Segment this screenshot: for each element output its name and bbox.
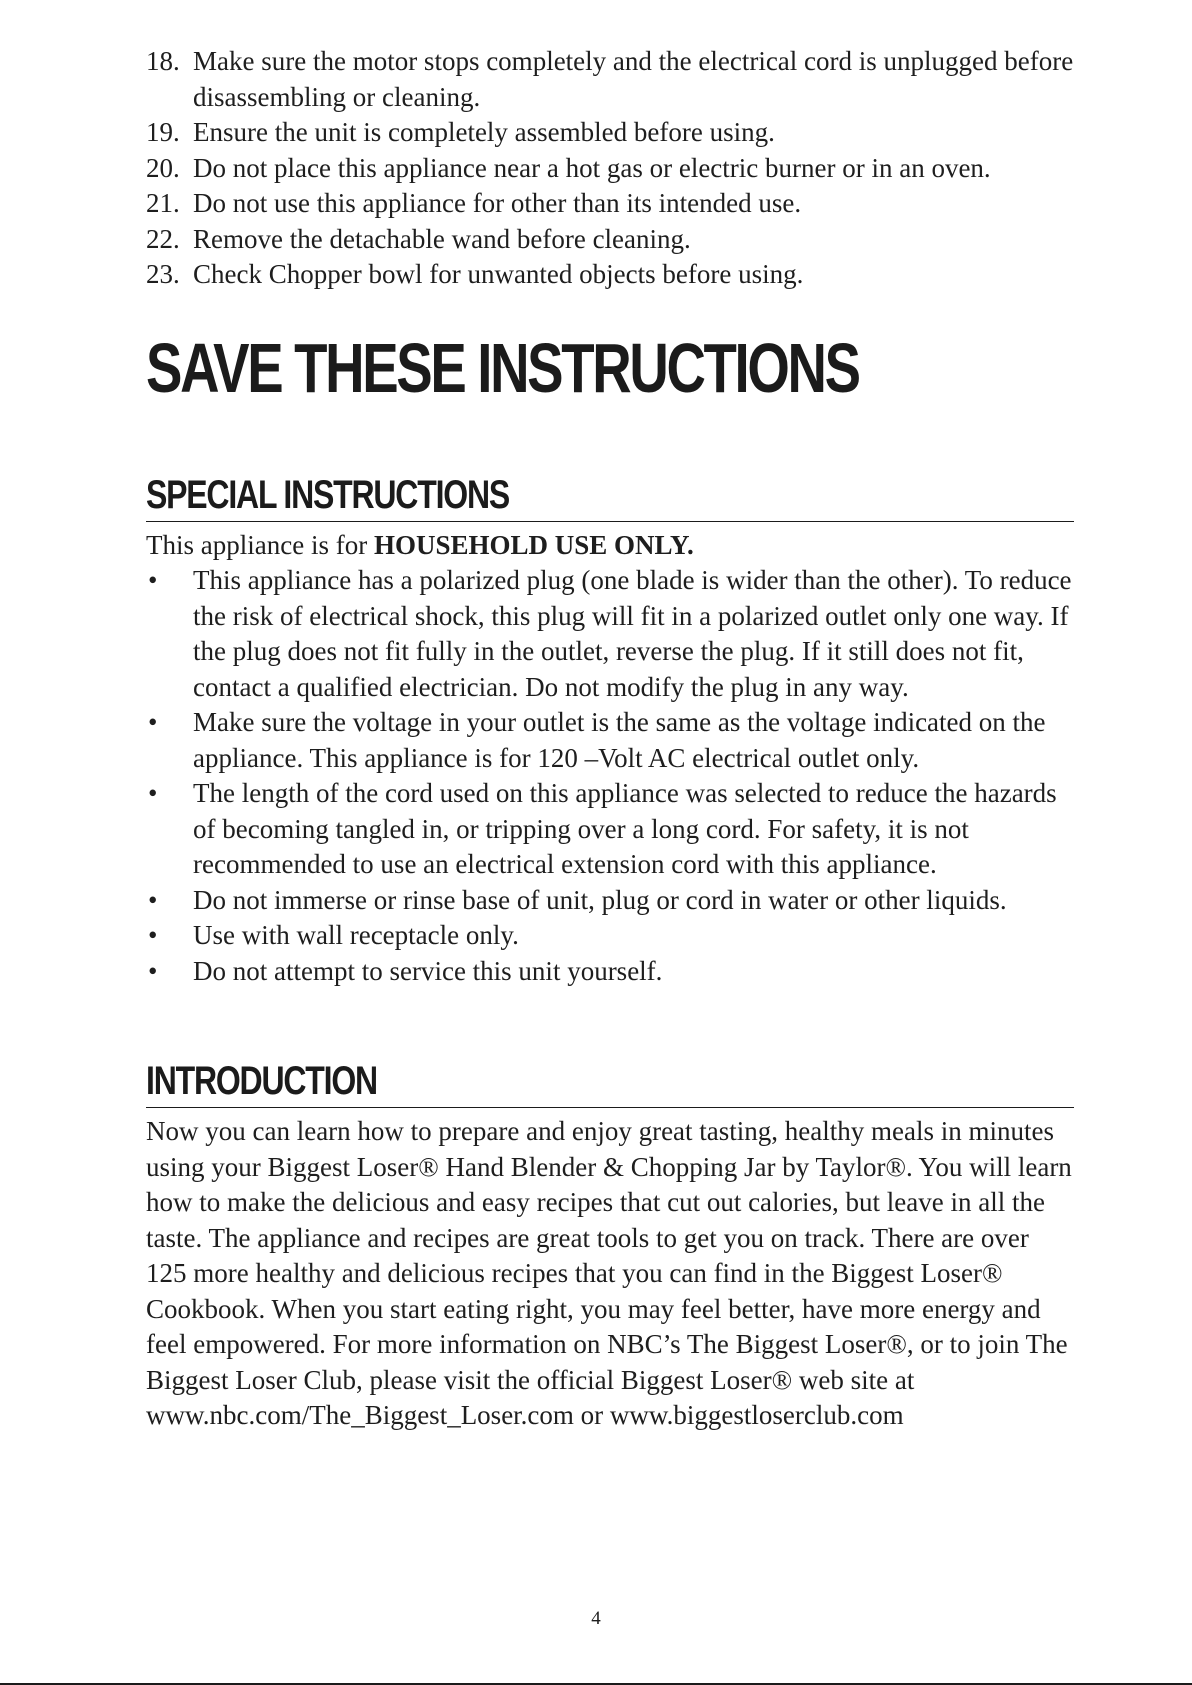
list-item xyxy=(146,151,1074,187)
bullet-text: Make sure the voltage in your outlet is the same as the voltage indicated on the appliance. This appliance is for 120 –Volt AC electrical outlet only. xyxy=(193,707,1046,773)
safety-numbered-list xyxy=(146,44,1074,293)
bullet-text: Do not immerse or rinse base of unit, plug or cord in water or other liquids. xyxy=(193,884,1007,915)
household-lead: This appliance is for xyxy=(146,529,374,560)
list-item xyxy=(146,222,1074,258)
special-instructions-heading: SPECIAL INSTRUCTIONS xyxy=(146,472,509,517)
bullet-text: The length of the cord used on this appliance was selected to reduce the hazards of becoming tangled in, or tripping over a long cord. For safety, it is not recommended to use an electrical extension cord with this appliance. xyxy=(193,778,1057,879)
item-number: 18. xyxy=(146,46,180,76)
bullet-icon: • xyxy=(148,955,158,986)
heading-divider xyxy=(146,1107,1074,1108)
list-item xyxy=(146,776,1074,883)
bullet-icon: • xyxy=(148,707,158,737)
save-instructions-title: SAVE THESE INSTRUCTIONS xyxy=(146,328,859,407)
list-item xyxy=(146,705,1074,776)
item-text: Check Chopper bowl for unwanted objects before using. xyxy=(193,259,804,289)
item-text: Make sure the motor stops completely and the electrical cord is unplugged before disassembling or cleaning. xyxy=(193,46,1074,112)
list-item xyxy=(146,563,1074,705)
bullet-text: Use with wall receptacle only. xyxy=(193,920,519,950)
household-use-emphasis: HOUSEHOLD USE ONLY. xyxy=(373,529,694,560)
special-instructions-list xyxy=(146,563,1074,989)
list-item xyxy=(146,257,1074,293)
list-item xyxy=(146,44,1074,115)
item-text: Do not use this appliance for other than its intended use. xyxy=(193,188,802,218)
introduction-heading: INTRODUCTION xyxy=(146,1059,377,1103)
heading-divider xyxy=(146,521,1074,522)
item-number: 22. xyxy=(146,223,180,254)
introduction-paragraph: Now you can learn how to prepare and enjoy great tasting, healthy meals in minutes using your Biggest Loser® Hand Blender & Chopping Jar by Taylor®. You will learn how to make the delicious and easy recipes that cut out calories, but leave in all the taste. The appliance and recipes are great tools to get you on track. There are over 125 more healthy and delicious recipes that you can find in the Biggest Loser® Cookbook. When you start eating right, you may feel better, have more energy and feel empowered. For more information on NBC’s The Biggest Loser®, or to join The Biggest Loser Club, please visit the official Biggest Loser® web site at www.nbc.com/The_Biggest_Loser.com or www.biggestloserclub.com xyxy=(146,1116,1072,1430)
list-item xyxy=(146,883,1074,919)
introduction-section xyxy=(146,1058,1074,1434)
manual-page xyxy=(146,44,1074,1434)
bullet-text: Do not attempt to service this unit yourself. xyxy=(193,955,663,986)
bullet-icon: • xyxy=(148,778,158,808)
page-number: 4 xyxy=(591,1608,601,1629)
special-instructions-section xyxy=(146,472,1074,990)
item-number: 23. xyxy=(146,259,180,289)
item-text: Ensure the unit is completely assembled before using. xyxy=(193,117,775,147)
household-use-line xyxy=(146,528,1074,564)
item-number: 20. xyxy=(146,152,180,183)
bullet-icon: • xyxy=(148,565,158,595)
item-number: 19. xyxy=(146,117,180,147)
list-item xyxy=(146,918,1074,954)
list-item xyxy=(146,954,1074,990)
list-item xyxy=(146,115,1074,151)
item-text: Remove the detachable wand before cleaning. xyxy=(193,223,691,254)
bullet-icon: • xyxy=(148,920,158,950)
item-text: Do not place this appliance near a hot gas or electric burner or in an oven. xyxy=(193,152,991,183)
bullet-text: This appliance has a polarized plug (one blade is wider than the other). To reduce the risk of electrical shock, this plug will fit in a polarized outlet only one way. If the plug does not fit fully in the outlet, reverse the plug. If it still does not fit, contact a qualified electrician. Do not modify the plug in any way. xyxy=(193,565,1072,702)
item-number: 21. xyxy=(146,188,180,218)
list-item xyxy=(146,186,1074,222)
bullet-icon: • xyxy=(148,884,158,915)
